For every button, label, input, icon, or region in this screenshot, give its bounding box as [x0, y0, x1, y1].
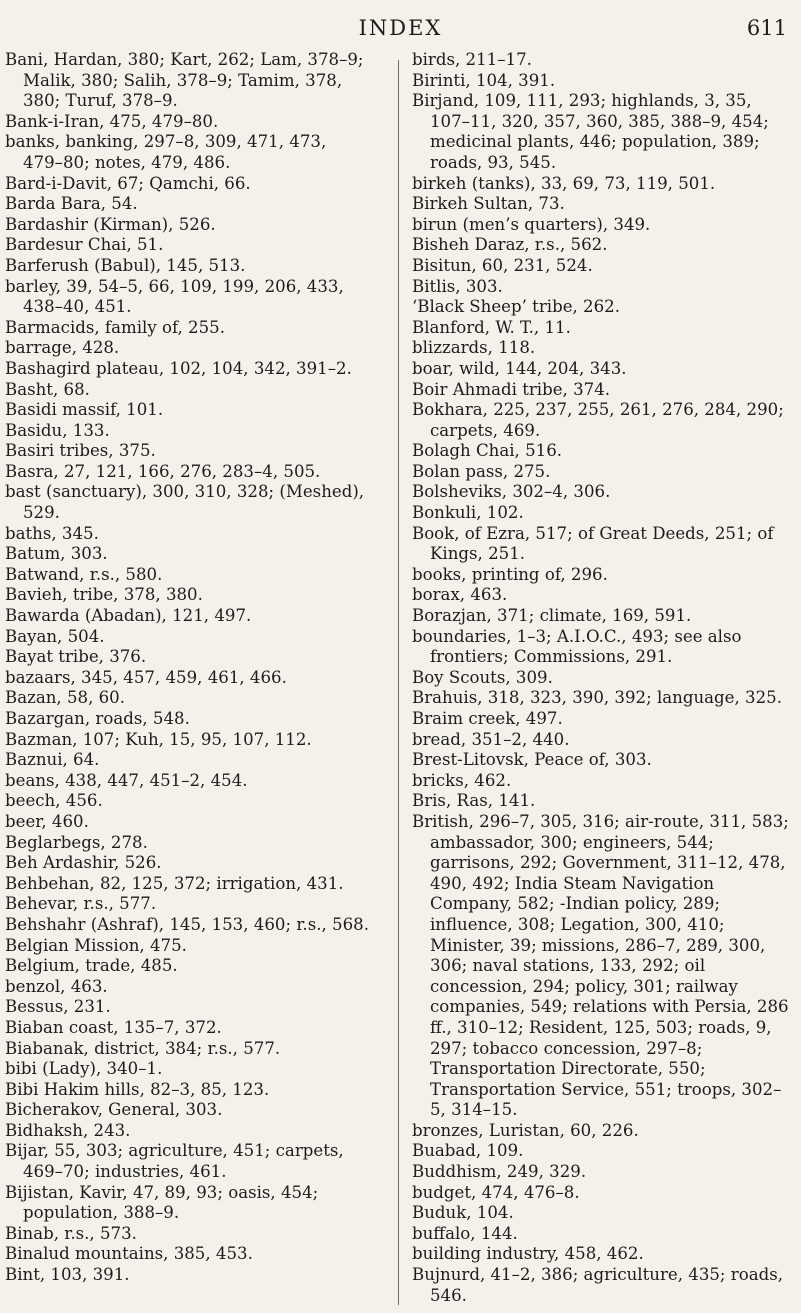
index-entry: Bard-i-Davit, 67; Qamchi, 66.: [5, 173, 251, 193]
index-entry: Bonkuli, 102.: [412, 503, 524, 523]
index-entry: Bazan, 58, 60.: [5, 688, 126, 708]
index-entry: Bint, 103, 391.: [5, 1265, 130, 1285]
index-entry: Bani, Hardan, 380; Kart, 262; Lam, 378–9; Malik, 380; Salih, 378–9; Tamim, 378, 380; Turuf, 378–9.: [5, 50, 364, 111]
index-entry: Braim creek, 497.: [412, 709, 563, 728]
index-entry: Bitlis, 303.: [412, 276, 503, 296]
index-entry: building industry, 458, 462.: [412, 1244, 644, 1264]
index-entry: Bayat tribe, 376.: [5, 647, 147, 667]
index-entry: Bawarda (Abadan), 121, 497.: [5, 606, 252, 626]
index-entry: Baznui, 64.: [5, 750, 100, 770]
index-entry: Batum, 303.: [5, 544, 108, 564]
index-entry: birds, 211–17.: [412, 50, 532, 69]
index-entry: bread, 351–2, 440.: [412, 729, 570, 749]
index-entry: Basidu, 133.: [5, 420, 110, 440]
index-entry: Bank-i-Iran, 475, 479–80.: [5, 111, 219, 131]
index-entry: beans, 438, 447, 451–2, 454.: [5, 770, 248, 790]
index-entry: Binalud mountains, 385, 453.: [5, 1244, 253, 1264]
index-entry: Behshahr (Ashraf), 145, 153, 460; r.s., 568.: [5, 914, 369, 934]
index-entry: Bris, Ras, 141.: [412, 791, 536, 811]
index-entry: Barmacids, family of, 255.: [5, 317, 226, 337]
index-entry: Belgium, trade, 485.: [5, 956, 178, 976]
index-entry: Bolsheviks, 302–4, 306.: [412, 482, 611, 502]
index-entry: Bidhaksh, 243.: [5, 1120, 131, 1140]
index-entry: Beglarbegs, 278.: [5, 832, 148, 852]
index-entry: ‘Black Sheep’ tribe, 262.: [412, 297, 621, 317]
index-entry: Boy Scouts, 309.: [412, 667, 553, 687]
index-entry: Bessus, 231.: [5, 997, 111, 1017]
index-entry: Bazargan, roads, 548.: [5, 709, 190, 728]
index-entry: Bujnurd, 41–2, 386; agriculture, 435; roads, 546.: [412, 1265, 784, 1305]
index-entry: bricks, 462.: [412, 770, 512, 790]
index-entry: Buddhism, 249, 329.: [412, 1162, 587, 1182]
index-entry: Bibi Hakim hills, 82–3, 85, 123.: [5, 1079, 270, 1099]
index-entry: Brahuis, 318, 323, 390, 392; language, 325.: [412, 688, 782, 708]
index-entry: Biaban coast, 135–7, 372.: [5, 1017, 222, 1037]
index-entry: Bolan pass, 275.: [412, 461, 551, 481]
index-entry: Bavieh, tribe, 378, 380.: [5, 585, 203, 605]
index-entry: Buduk, 104.: [412, 1203, 514, 1223]
index-entry: Bardashir (Kirman), 526.: [5, 214, 216, 234]
index-entry: budget, 474, 476–8.: [412, 1182, 580, 1202]
index-entry: Buabad, 109.: [412, 1141, 524, 1161]
index-entry: Biabanak, district, 384; r.s., 577.: [5, 1038, 281, 1058]
index-entry: Bashagird plateau, 102, 104, 342, 391–2.: [5, 358, 352, 378]
index-entry: Bazman, 107; Kuh, 15, 95, 107, 112.: [5, 729, 312, 749]
index-entry: Bicherakov, General, 303.: [5, 1100, 223, 1120]
index-entry: Bolagh Chai, 516.: [412, 441, 563, 461]
index-entry: Bisheh Daraz, r.s., 562.: [412, 235, 608, 255]
index-entry: buffalo, 144.: [412, 1223, 518, 1243]
page-number: 611: [746, 16, 787, 40]
index-entry: Bardesur Chai, 51.: [5, 235, 164, 255]
index-entry: Binab, r.s., 573.: [5, 1223, 137, 1243]
index-entry: Barferush (Babul), 145, 513.: [5, 255, 246, 275]
index-entry: Barda Bara, 54.: [5, 194, 138, 214]
index-entry: Brest-Litovsk, Peace of, 303.: [412, 750, 652, 770]
index-entry: Bijistan, Kavir, 47, 89, 93; oasis, 454; population, 388–9.: [5, 1182, 319, 1223]
index-entry: Borazjan, 371; climate, 169, 591.: [412, 606, 692, 626]
index-entry: borax, 463.: [412, 585, 508, 605]
index-entry: Basidi massif, 101.: [5, 400, 164, 420]
index-entry: Behbehan, 82, 125, 372; irrigation, 431.: [5, 873, 344, 893]
index-entry: Behevar, r.s., 577.: [5, 894, 157, 914]
index-entry: Basra, 27, 121, 166, 276, 283–4, 505.: [5, 461, 321, 481]
index-entry: Bokhara, 225, 237, 255, 261, 276, 284, 290; carpets, 469.: [412, 400, 784, 440]
index-entry: Bisitun, 60, 231, 524.: [412, 255, 593, 275]
index-entry: Belgian Mission, 475.: [5, 935, 187, 955]
index-entry: boar, wild, 144, 204, 343.: [412, 358, 627, 378]
index-entry: banks, banking, 297–8, 309, 471, 473, 479–80; notes, 479, 486.: [5, 132, 327, 172]
index-entry: bazaars, 345, 457, 459, 461, 466.: [5, 667, 287, 687]
index-entry: birkeh (tanks), 33, 69, 73, 119, 501.: [412, 173, 716, 193]
index-entry: books, printing of, 296.: [412, 564, 608, 584]
index-entry: bast (sanctuary), 300, 310, 328; (Meshed), 529.: [5, 482, 365, 523]
index-entry: Boir Ahmadi tribe, 374.: [412, 379, 611, 399]
index-entry: barley, 39, 54–5, 66, 109, 199, 206, 433, 438–40, 451.: [5, 276, 344, 317]
index-entry: Birjand, 109, 111, 293; highlands, 3, 35, 107–11, 320, 357, 360, 385, 388–9, 454; medicinal plants, 446; population, 389; roads, 93, 545.: [412, 91, 769, 172]
index-entry: Book, of Ezra, 517; of Great Deeds, 251; of Kings, 251.: [412, 523, 774, 564]
index-entry: bronzes, Luristan, 60, 226.: [412, 1120, 639, 1140]
running-head: INDEX: [358, 16, 443, 40]
index-entry: Batwand, r.s., 580.: [5, 564, 163, 584]
index-entry: Bayan, 504.: [5, 626, 105, 646]
index-entry: bibi (Lady), 340–1.: [5, 1059, 163, 1079]
index-entry: Basiri tribes, 375.: [5, 441, 156, 461]
index-entry: barrage, 428.: [5, 338, 120, 358]
index-entry: Bijar, 55, 303; agriculture, 451; carpets, 469–70; industries, 461.: [5, 1141, 344, 1182]
index-column-right: [412, 50, 796, 1306]
index-entry: baths, 345.: [5, 523, 99, 543]
index-entry: beer, 460.: [5, 811, 89, 831]
index-entry: Basht, 68.: [5, 379, 90, 399]
index-entry: blizzards, 118.: [412, 338, 536, 358]
index-entry: Beh Ardashir, 526.: [5, 853, 162, 873]
page-header: [0, 10, 801, 46]
index-column-left: [5, 50, 371, 1286]
index-entry: boundaries, 1–3; A.I.O.C., 493; see also frontiers; Commissions, 291.: [412, 626, 742, 667]
index-entry: British, 296–7, 305, 316; air-route, 311, 583; ambassador, 300; engineers, 544; garrisons, 292; Government, 311–12, 478, 490, 492; India Steam Navigation Company, 582; -Indian policy, 289; influence, 308; Legation, 300, 410; Minister, 39; missions, 286–7, 289, 300, 306; naval stations, 133, 292; oil concession, 294; policy, 301; railway companies, 549; relations with Persia, 286 ff., 310–12; Resident, 125, 503; roads, 9, 297; tobacco concession, 297–8; Transportation Directorate, 550; Transportation Service, 551; troops, 302–5, 314–15.: [412, 811, 789, 1120]
index-entry: Blanford, W. T., 11.: [412, 317, 571, 337]
index-entry: beech, 456.: [5, 791, 103, 811]
index-entry: Birkeh Sultan, 73.: [412, 194, 565, 214]
column-divider: [398, 60, 399, 1305]
index-entry: benzol, 463.: [5, 976, 108, 996]
index-entry: Birinti, 104, 391.: [412, 70, 556, 90]
index-entry: birun (men’s quarters), 349.: [412, 214, 651, 234]
